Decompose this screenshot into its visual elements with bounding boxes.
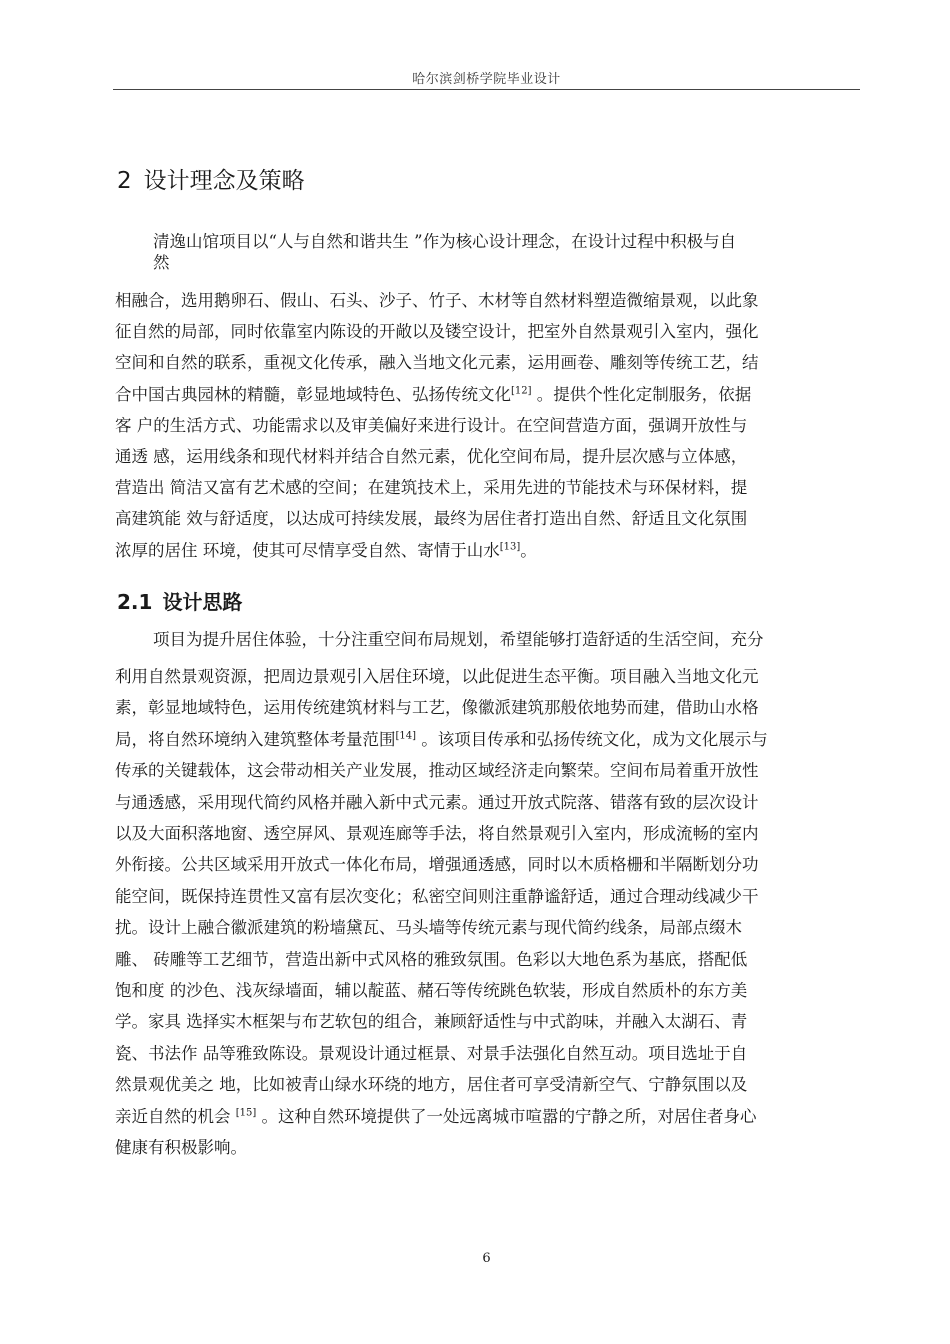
text-line: 营造出 简洁又富有艺术感的空间；在建筑技术上，采用先进的节能技术与环保材料，提 <box>115 478 748 498</box>
text-segment: 。这种自然环境提供了一处远离城市喧嚣的宁静之所，对居住者身心 <box>256 1106 757 1126</box>
section-number: 2.1 <box>117 590 153 614</box>
chapter-title <box>117 162 305 195</box>
intro-paragraph <box>153 231 858 273</box>
text-line <box>115 379 863 410</box>
text-line: 与通透感，采用现代简约风格并融入新中式元素。通过开放式院落、错落有致的层次设计 <box>115 792 759 812</box>
page-number: 6 <box>482 1251 491 1266</box>
text-line <box>115 724 863 755</box>
design-approach-first-line: 项目为提升居住体验，十分注重空间布局规划，希望能够打造舒适的生活空间，充分 <box>153 630 764 649</box>
text-segment: 合中国古典园林的精髓，彰显地域特色、弘扬传统文化 <box>115 384 511 404</box>
text-line: 征自然的局部，同时依靠室内陈设的开敞以及镂空设计，把室外自然景观引入室内，强化 <box>115 322 759 342</box>
citation-ref: [15] <box>235 1107 257 1119</box>
citation-ref: [12] <box>511 385 532 397</box>
text-line: 能空间，既保持连贯性又富有层次变化；私密空间则注重静谧舒适，通过合理动线减少干 <box>115 886 759 906</box>
header-rule <box>113 89 860 90</box>
text-segment: 。提供个性化定制服务，依据 <box>531 384 752 404</box>
text-line: 饱和度 的沙色、浅灰绿墙面，辅以靛蓝、赭石等传统跳色软装，形成自然质朴的东方美 <box>115 981 748 1001</box>
text-line: 然景观优美之 地，比如被青山绿水环绕的地方，居住者可享受清新空气、宁静氛围以及 <box>115 1075 748 1095</box>
text-line: 通透 感，运用线条和现代材料并结合自然元素，优化空间布局，提升层次感与立体感， <box>115 447 748 467</box>
text-line: 传承的关键载体，这会带动相关产业发展，推动区域经济走向繁荣。空间布局着重开放性 <box>115 761 759 781</box>
text-segment: 。该项目传承和弘扬传统文化，成为文化展示与 <box>416 729 768 749</box>
text-line: 客 户的生活方式、功能需求以及审美偏好来进行设计。在空间营造方面，强调开放性与 <box>115 415 748 435</box>
text-line: 高建筑能 效与舒适度，以达成可持续发展，最终为居住者打造出自然、舒适且文化氛围 <box>115 509 748 529</box>
text-segment: 亲近自然的机会 <box>115 1106 236 1126</box>
running-header: 哈尔滨剑桥学院毕业设计 <box>412 72 561 87</box>
paragraph-design-approach <box>115 661 863 1164</box>
text-line: 外衔接。公共区域采用开放式一体化布局，增强通透感，同时以木质格栅和半隔断划分功 <box>115 855 759 875</box>
text-segment: 浓厚的居住 环境，使其可尽情享受自然、寄情于山水 <box>115 540 500 560</box>
chapter-number: 2 <box>117 168 132 194</box>
paragraph-design-philosophy <box>115 285 863 566</box>
citation-ref: [14] <box>395 730 417 742</box>
section-title-text: 设计思路 <box>162 590 243 614</box>
text-line: 扰。设计上融合徽派建筑的粉墙黛瓦、马头墙等传统元素与现代简约线条，局部点缀木 <box>115 918 742 938</box>
citation-ref: [13] <box>499 541 521 553</box>
text-line: 空间和自然的联系，重视文化传承，融入当地文化元素，运用画卷、雕刻等传统工艺，结 <box>115 353 759 373</box>
text-segment: 局，将自然环境纳入建筑整体考量范围 <box>115 729 396 749</box>
text-line: 瓷、书法作 品等雅致陈设。景观设计通过框景、对景手法强化自然互动。项目选址于自 <box>115 1043 748 1063</box>
text-line: 学。家具 选择实木框架与布艺软包的组合，兼顾舒适性与中式韵味，并融入太湖石、青 <box>115 1012 748 1032</box>
text-line: 健康有积极影响。 <box>115 1138 247 1158</box>
section-title <box>117 586 242 615</box>
text-line <box>115 1101 863 1132</box>
text-line: 利用自然景观资源，把周边景观引入居住环境，以此促进生态平衡。项目融入当地文化元 <box>115 667 759 686</box>
text-line: 相融合，选用鹅卵石、假山、石头、沙子、竹子、木材等自然材料塑造微缩景观，以此象 <box>115 291 759 310</box>
text-line: 素，彰显地域特色，运用传统建筑材料与工艺，像徽派建筑那般依地势而建，借助山水格 <box>115 698 759 718</box>
text-line: 以及大面积落地窗、透空屏风、景观连廊等手法，将自然景观引入室内，形成流畅的室内 <box>115 824 759 844</box>
text-line: 雕、 砖雕等工艺细节，营造出新中式风格的雅致氛围。色彩以大地色系为基底，搭配低 <box>115 949 748 969</box>
chapter-title-text: 设计理念及策略 <box>143 168 305 194</box>
text-line <box>115 535 863 566</box>
intro-line-2: 然 <box>153 253 170 272</box>
intro-line-1: 清逸山馆项目以“人与自然和谐共生 ”作为核心设计理念，在设计过程中积极与自 <box>153 232 737 251</box>
text-segment: 。 <box>520 540 537 560</box>
